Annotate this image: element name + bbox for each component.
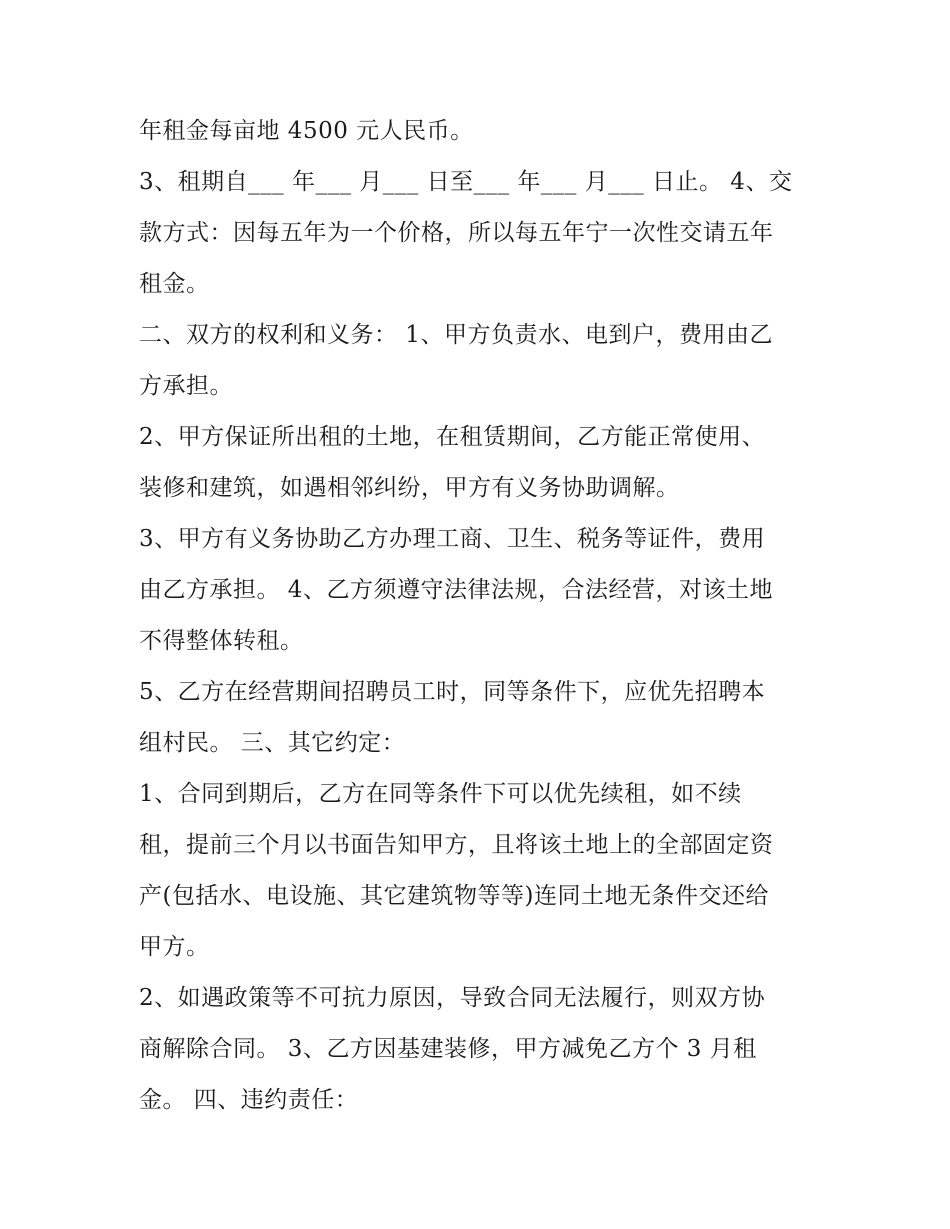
contract-body-text <box>139 106 819 1126</box>
text-line: 租金。 <box>139 271 210 297</box>
text-line: 商解除合同。 3、乙方因基建装修，甲方减免乙方个 3 月租 <box>139 1036 757 1062</box>
text-line: 3、租期自___ 年___ 月___ 日至___ 年___ 月___ 日止。 4、交 <box>139 169 793 195</box>
text-line: 不得整体转租。 <box>139 628 304 654</box>
text-line: 3、甲方有义务协助乙方办理工商、卫生、税务等证件，费用 <box>139 526 766 552</box>
text-line: 1、合同到期后，乙方在同等条件下可以优先续租，如不续 <box>139 781 742 807</box>
text-line: 2、甲方保证所出租的土地，在租赁期间，乙方能正常使用、 <box>139 424 766 450</box>
text-line: 装修和建筑，如遇相邻纠纷，甲方有义务协助调解。 <box>139 475 680 501</box>
text-line: 组村民。 三、其它约定： <box>139 730 406 756</box>
text-line: 2、如遇政策等不可抗力原因，导致合同无法履行，则双方协 <box>139 985 766 1011</box>
text-line: 款方式：因每五年为一个价格，所以每五年宁一次性交请五年 <box>139 220 774 246</box>
text-line: 方承担。 <box>139 373 233 399</box>
text-line: 二、双方的权利和义务： 1、甲方负责水、电到户，费用由乙 <box>139 322 773 348</box>
text-line: 5、乙方在经营期间招聘员工时，同等条件下，应优先招聘本 <box>139 679 766 705</box>
text-line: 金。 四、违约责任： <box>139 1087 359 1113</box>
text-line: 产(包括水、电设施、其它建筑物等等)连同土地无条件交还给 <box>139 883 769 909</box>
text-line: 年租金每亩地 4500 元人民币。 <box>139 118 474 144</box>
text-line: 由乙方承担。 4、乙方须遵守法律法规，合法经营，对该土地 <box>139 577 773 603</box>
text-line: 甲方。 <box>139 934 210 960</box>
text-line: 租，提前三个月以书面告知甲方，且将该土地上的全部固定资 <box>139 832 774 858</box>
